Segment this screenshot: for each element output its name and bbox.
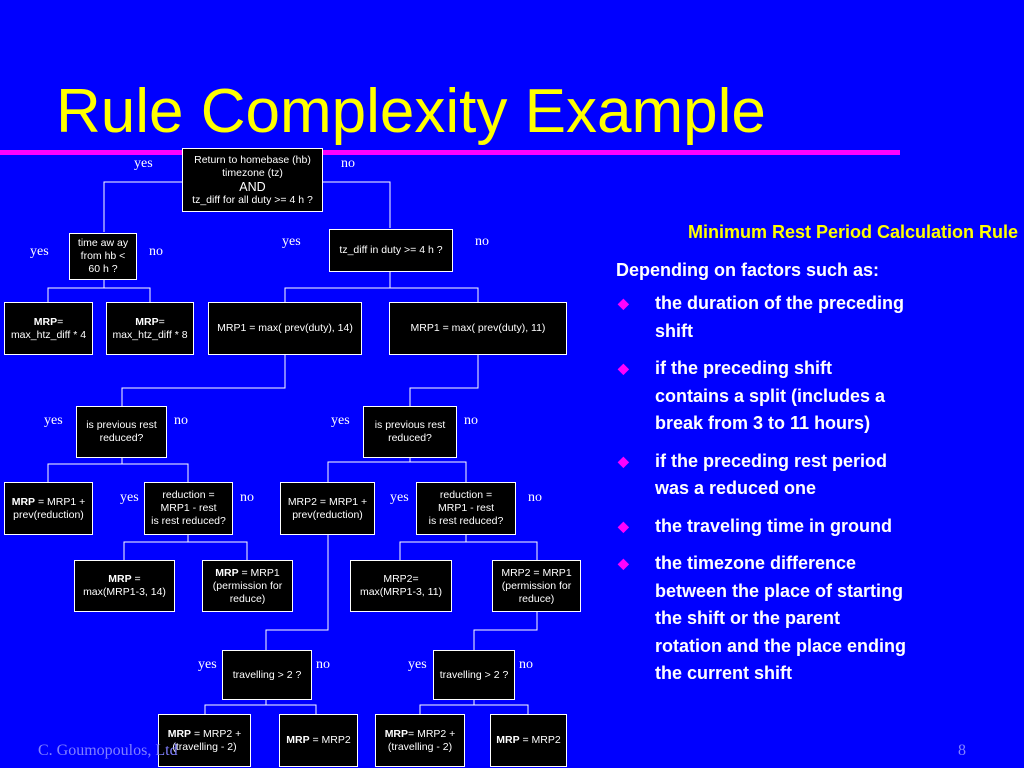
branch-label-yes: yes [331, 413, 350, 428]
factor-item: ◆ the traveling time in ground [566, 513, 1018, 541]
branch-label-no: no [316, 657, 330, 672]
node-mrp-max-mrp1-14: MRP = max(MRP1-3, 14) [74, 560, 175, 612]
factor-item: ◆ the duration of the preceding shift [566, 290, 1018, 345]
node-mrp-equals-mrp2-right: MRP = MRP2 [490, 714, 567, 767]
branch-label-yes: yes [198, 657, 217, 672]
branch-label-no: no [528, 490, 542, 505]
branch-label-no: no [519, 657, 533, 672]
branch-label-no: no [174, 413, 188, 428]
branch-label-no: no [464, 413, 478, 428]
node-is-previous-rest-reduced-right: is previous rest reduced? [363, 406, 457, 458]
node-root-homebase-timezone: Return to homebase (hb) timezone (tz) AND tz_diff for all duty >= 4 h ? [182, 148, 323, 212]
branch-label-yes: yes [30, 244, 49, 259]
node-reduction-is-rest-reduced-right: reduction = MRP1 - rest is rest reduced? [416, 482, 516, 535]
node-mrp-max-htz-diff-8: MRP= max_htz_diff * 8 [106, 302, 194, 355]
page-number: 8 [958, 742, 966, 759]
rule-description-title: Minimum Rest Period Calculation Rule [687, 222, 1018, 242]
node-mrp-equals-mrp2-left: MRP = MRP2 [279, 714, 358, 767]
node-mrp-max-htz-diff-4: MRP= max_htz_diff * 4 [4, 302, 93, 355]
node-mrp-permission-for-reduce: MRP = MRP1 (permission for reduce) [202, 560, 293, 612]
node-time-away-from-hb: time aw ay from hb < 60 h ? [69, 233, 137, 280]
branch-label-no: no [475, 234, 489, 249]
diamond-bullet-icon: ◆ [618, 555, 629, 571]
node-mrp2-permission-for-reduce: MRP2 = MRP1 (permission for reduce) [492, 560, 581, 612]
rule-description-intro: Depending on factors such as: [616, 260, 880, 280]
branch-label-no: no [341, 156, 355, 171]
node-reduction-is-rest-reduced-left: reduction = MRP1 - rest is rest reduced? [144, 482, 233, 535]
branch-label-yes: yes [282, 234, 301, 249]
node-travelling-greater-2-right: travelling > 2 ? [433, 650, 515, 700]
node-mrp-mrp1-prev-reduction: MRP = MRP1 + prev(reduction) [4, 482, 93, 535]
node-mrp2-mrp1-prev-reduction: MRP2 = MRP1 + prev(reduction) [280, 482, 375, 535]
slide-title: Rule Complexity Example [56, 77, 766, 146]
node-mrp-mrp2-plus-travelling-right: MRP= MRP2 + (travelling - 2) [375, 714, 465, 767]
node-mrp2-max-mrp1-11: MRP2= max(MRP1-3, 11) [350, 560, 452, 612]
factor-item: ◆ if the preceding rest period was a reduced one [566, 448, 1018, 503]
node-tz-diff-in-duty: tz_diff in duty >= 4 h ? [329, 229, 453, 272]
node-mrp1-max-prev-duty-11: MRP1 = max( prev(duty), 11) [389, 302, 567, 355]
factor-item: ◆ if the preceding shift contains a split (includes a break from 3 to 11 hours) [566, 355, 1018, 438]
node-mrp1-max-prev-duty-14: MRP1 = max( prev(duty), 14) [208, 302, 362, 355]
factor-list [566, 290, 1018, 688]
branch-label-yes: yes [134, 156, 153, 171]
rule-description-panel [566, 222, 1018, 698]
diamond-bullet-icon: ◆ [618, 452, 629, 469]
diamond-bullet-icon: ◆ [618, 360, 629, 376]
branch-label-yes: yes [44, 413, 63, 428]
node-mrp-mrp2-plus-travelling-left: MRP = MRP2 + (travelling - 2) [158, 714, 251, 767]
factor-item: ◆ the timezone difference between the place of starting the shift or the parent rotation and the place ending the current shift [566, 550, 1018, 688]
branch-label-no: no [240, 490, 254, 505]
branch-label-yes: yes [390, 490, 409, 505]
branch-label-yes: yes [408, 657, 427, 672]
node-is-previous-rest-reduced-left: is previous rest reduced? [76, 406, 167, 458]
branch-label-yes: yes [120, 490, 139, 505]
diamond-bullet-icon: ◆ [618, 517, 629, 534]
footer-author: C. Goumopoulos, Ltd [38, 742, 178, 759]
node-travelling-greater-2-left: travelling > 2 ? [222, 650, 312, 700]
diamond-bullet-icon: ◆ [618, 295, 629, 311]
branch-label-no: no [149, 244, 163, 259]
